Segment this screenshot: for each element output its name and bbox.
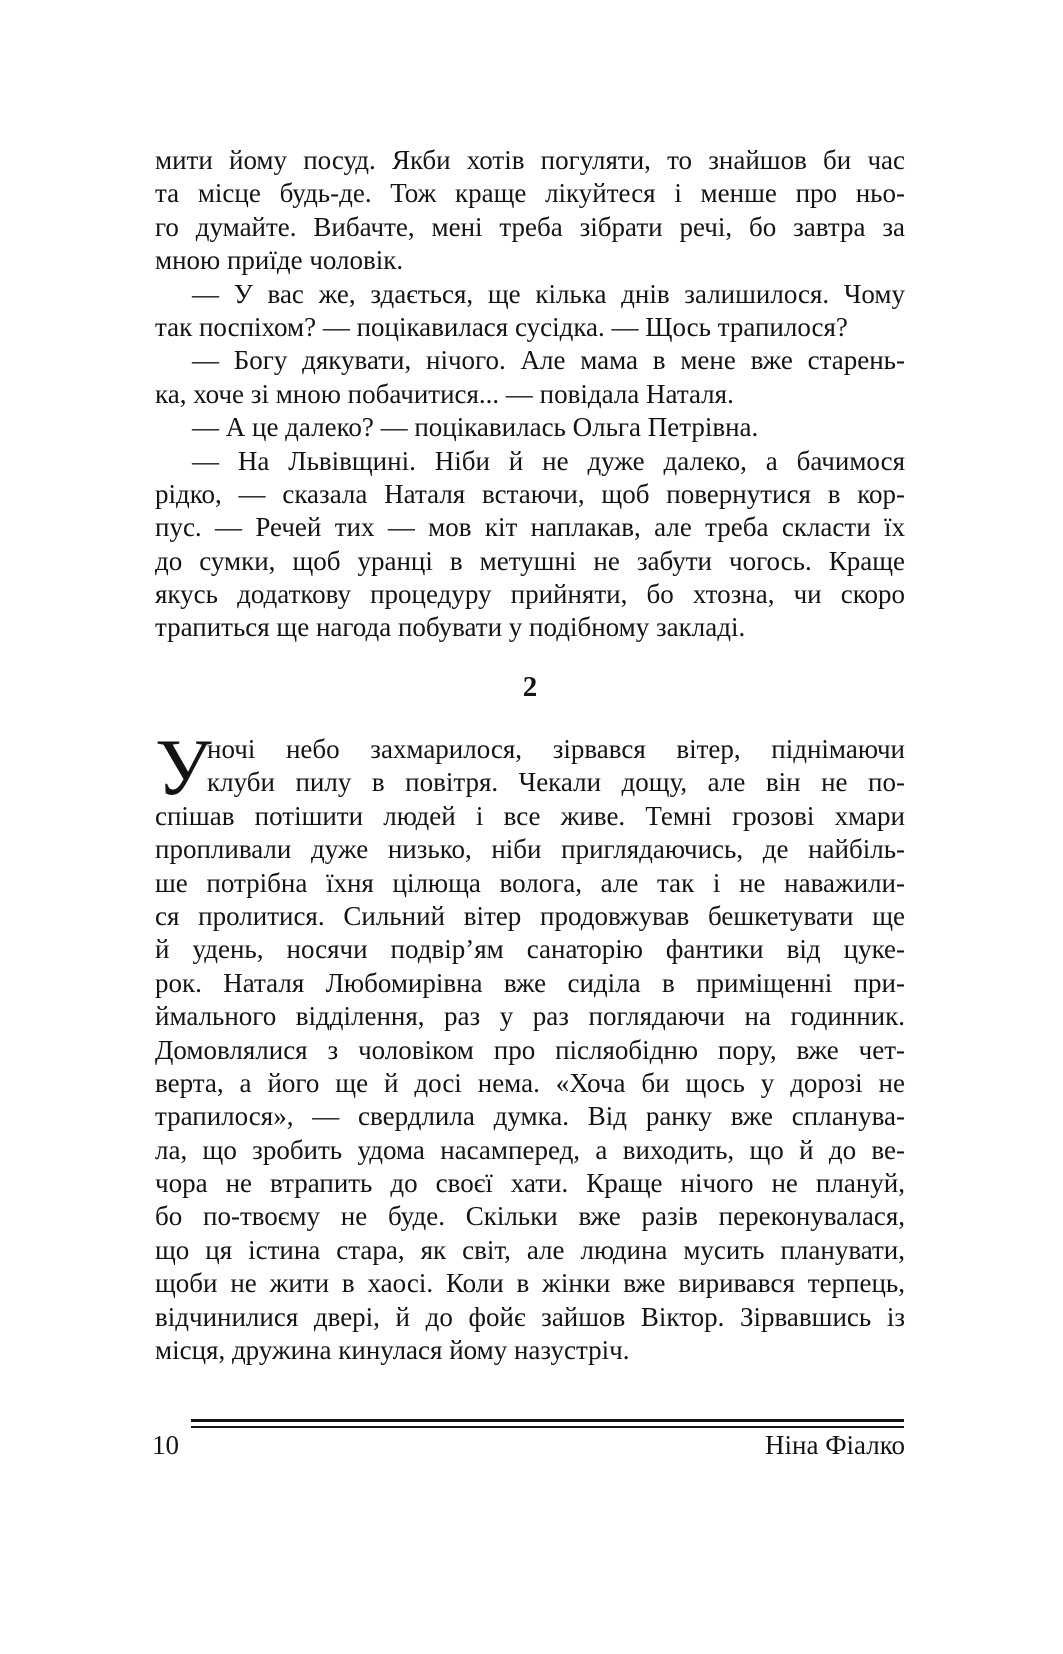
text-line: го думайте. Вибачте, мені треба зібрати речі, бо завтра за (155, 211, 905, 242)
text-line: — Богу дякувати, нічого. Але мама в мене вже старень- (192, 345, 905, 376)
text-line: рок. Наталя Любомирівна вже сиділа в приміщенні при- (155, 967, 905, 998)
text-block-top (155, 144, 905, 645)
text-line: якусь додаткову процедуру прийняти, бо хтозна, чи скоро (155, 579, 905, 610)
text-line: щоби не жити в хаосі. Коли в жінки вже виривався терпець, (155, 1268, 905, 1299)
running-head-author: Ніна Фіалко (765, 1430, 905, 1460)
text-line: — А це далеко? — поцікавилась Ольга Петрівна. (192, 412, 759, 443)
text-line: відчинилися двері, й до фойє зайшов Віктор. Зірвавшись із (155, 1301, 905, 1332)
text-line: чора не втрапить до своєї хати. Краще нічого не плануй, (155, 1168, 905, 1199)
text-line: місця, дружина кинулася йому назустріч. (155, 1335, 630, 1366)
text-block-bottom (155, 724, 905, 1367)
text-line: так поспіхом? — поцікавилася сусідка. — Щось трапилося? (155, 311, 848, 342)
text-line: пус. — Речей тих — мов кіт наплакав, але треба скласти їх (155, 512, 905, 543)
chapter-number: 2 (522, 671, 538, 703)
text-line: ночі небо захмарилося, зірвався вітер, піднімаючи (207, 734, 905, 764)
text-line: що ця істина стара, як світ, але людина мусить планувати, (155, 1234, 905, 1265)
text-line: спішав потішити людей і все живе. Темні грозові хмари (155, 800, 905, 831)
text-line: верта, а його ще й досі нема. «Хоча би щось у дорозі не (155, 1067, 905, 1098)
text-line: трапилося», — свердлила думка. Від ранку вже спланува- (155, 1101, 905, 1132)
text-line: рідко, — сказала Наталя встаючи, щоб повернутися в кор- (155, 478, 905, 509)
text-line: ка, хоче зі мною побачитися... — повідала Наталя. (155, 378, 734, 409)
text-line: до сумки, щоб уранці в метушні не забути чогось. Краще (155, 545, 905, 576)
text-line: та місце будь-де. Тож краще лікуйтеся і менше про ньо- (155, 178, 905, 209)
drop-cap: У (155, 724, 212, 812)
text-line: бо по-твоєму не буде. Скільки вже разів переконувалася, (155, 1201, 905, 1232)
text-line: ла, що зробить удома насамперед, а виходить, що й до ве- (155, 1134, 905, 1165)
text-line: клуби пилу в повітря. Чекали дощу, але він не по- (207, 767, 905, 798)
text-line: ше потрібна їхня цілюща волога, але так і не наважили- (155, 867, 905, 898)
text-line: ся пролитися. Сильний вітер продовжував бешкетувати ще (155, 900, 905, 931)
text-line: мити йому посуд. Якби хотів погуляти, то знайшов би час (155, 145, 905, 175)
text-line: — На Львівщині. Ніби й не дуже далеко, а бачимося (192, 445, 905, 476)
text-line: — У вас же, здається, ще кілька днів залишилося. Чому (192, 278, 905, 309)
text-line: мною приїде чоловік. (155, 245, 404, 276)
text-line: трапиться ще нагода побувати у подібному закладі. (155, 612, 746, 643)
page-number: 10 (152, 1430, 179, 1460)
text-line: пропливали дуже низько, ніби приглядаючись, де найбіль- (155, 834, 905, 865)
text-line: Домовлялися з чоловіком про післяобідню пору, вже чет- (155, 1034, 905, 1065)
footer-rule (191, 1419, 904, 1422)
text-line: й удень, носячи подвір’ям санаторію фантики від цуке- (155, 934, 905, 965)
text-line: ймального відділення, раз у раз поглядаючи на годинник. (155, 1001, 905, 1032)
